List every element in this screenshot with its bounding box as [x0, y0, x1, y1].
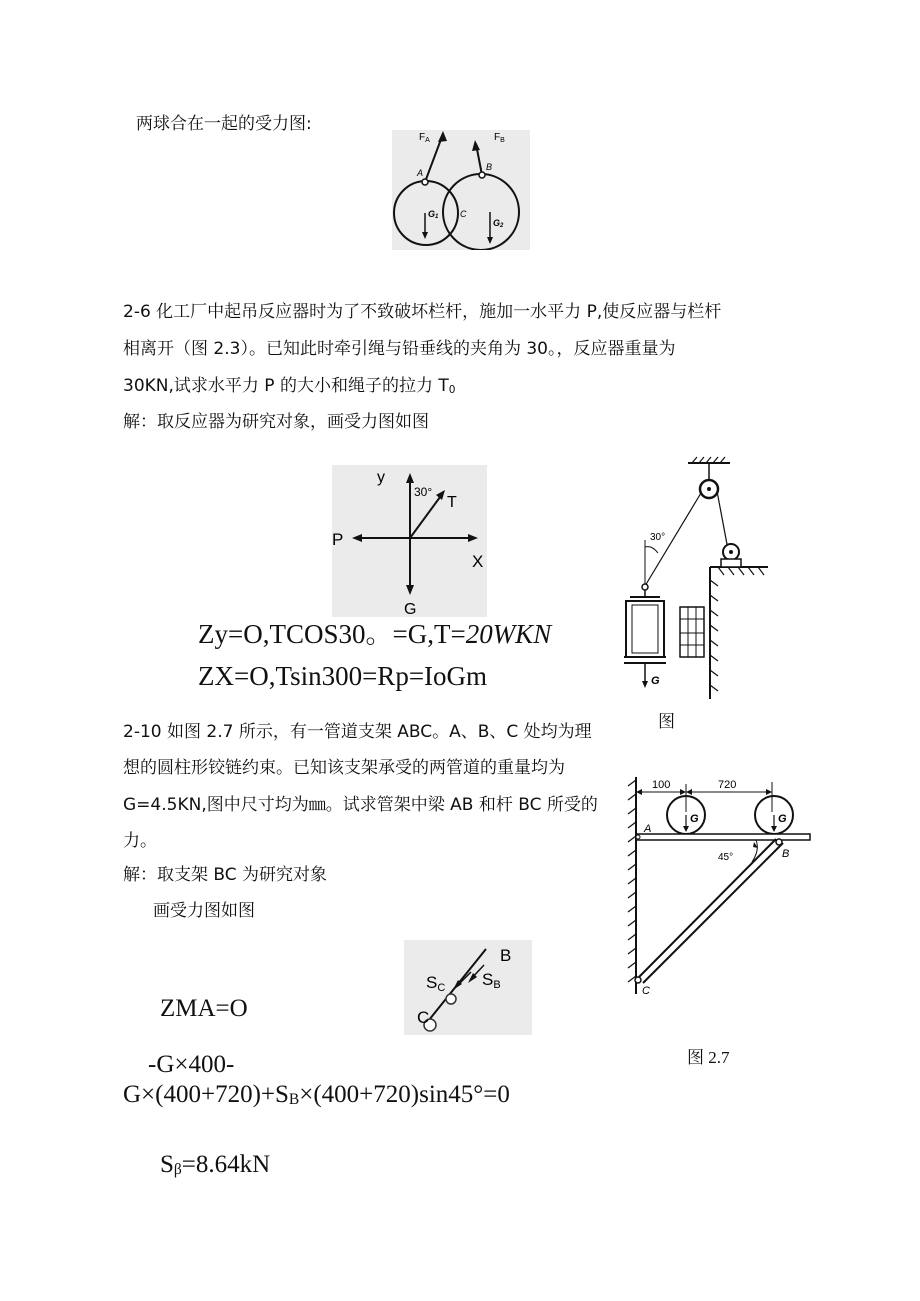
- point-b-label: B: [486, 162, 493, 172]
- reactor-force-diagram: [332, 465, 487, 617]
- g2-sub: 2: [500, 223, 504, 229]
- p26-equation-2: ZX=O,Tsin300=Rp=IoGm: [198, 661, 488, 691]
- pipe-figure-caption: 图 2.7: [687, 1048, 730, 1067]
- p210-solution: 解：取支架 BC 为研究对象: [123, 865, 328, 885]
- p210-line2: 想的圆柱形铰链约束。已知该支架承受的两管道的重量均为: [123, 758, 565, 778]
- svg-text:G1: [428, 209, 439, 220]
- crane-figure-caption: 图: [658, 712, 675, 732]
- beam-a-label: A: [644, 823, 652, 835]
- bc-rod-force-diagram: [404, 940, 532, 1035]
- fbd-p-label: P: [332, 530, 344, 549]
- crane-reactor-figure: [618, 455, 773, 705]
- p26-solution: 解：取反应器为研究对象，画受力图如图: [123, 412, 429, 432]
- svg-text:G2: [493, 218, 504, 229]
- p26-line1: 2-6 化工厂中起吊反应器时为了不致破坏栏杆，施加一水平力 P,使反应器与栏杆: [123, 302, 722, 322]
- dim-720-label: 720: [718, 779, 737, 791]
- fig1-caption: 两球合在一起的受力图:: [136, 114, 312, 134]
- p26-line2: 相离开（图 2.3）。已知此时牵引绳与铅垂线的夹角为 30。，反应器重量为: [123, 339, 676, 359]
- fb-label: F: [494, 132, 501, 143]
- fbd-t-label: T: [447, 494, 457, 511]
- fbd-y-label: y: [377, 469, 385, 486]
- crane-angle-label: 30°: [650, 532, 666, 543]
- p26-line3: 30KN,试求水平力 P 的大小和绳子的拉力 $T_0$: [123, 376, 456, 396]
- angle-45-label: 45°: [718, 852, 734, 863]
- fb-sub: B: [500, 137, 505, 144]
- p210-line1: 2-10 如图 2.7 所示，有一管道支架 ABC。A、B、C 处均为理: [123, 722, 592, 742]
- joint-c-label: C: [642, 985, 650, 997]
- two-balls-diagram: [392, 130, 530, 250]
- fbd-x-label: X: [472, 552, 484, 571]
- fbd-sc-sub: C: [437, 982, 446, 994]
- svg-text:SB: [482, 970, 501, 991]
- fbd-sc-label: S: [426, 973, 438, 992]
- point-c-label: C: [460, 209, 467, 219]
- g1-label: G: [428, 209, 436, 219]
- fbd-angle-label: 30°: [414, 485, 433, 499]
- p210-eq-result: $S_\beta=8.64kN$: [160, 1151, 271, 1178]
- p210-line3: G=4.5KN,图中尺寸均为㎜。试求管架中梁 AB 和杆 BC 所受的: [123, 795, 598, 815]
- p210-draw-fbd: 画受力图如图: [153, 901, 255, 921]
- beam-b-label: B: [782, 848, 790, 860]
- p210-line4: 力。: [123, 831, 157, 851]
- fbd-sb-sub: B: [493, 979, 501, 991]
- pipe2-g-label: G: [778, 813, 787, 825]
- fa-sub: A: [425, 137, 430, 144]
- pipe1-g-label: G: [690, 813, 699, 825]
- point-a-label: A: [417, 168, 424, 178]
- fbd-b-label: B: [500, 946, 512, 965]
- dim-100-label: 100: [652, 779, 671, 791]
- g1-sub: 1: [435, 214, 439, 220]
- fbd-c-label: C: [417, 1008, 430, 1027]
- p210-eq-line1: -G×400-: [148, 1051, 235, 1078]
- svg-text:FB: [494, 132, 505, 144]
- p210-eq-zma: ZMA=O: [160, 995, 248, 1022]
- svg-text:SC: [426, 973, 445, 994]
- p26-equation-1: Zy=O,TCOS30。=G,T=20WKN: [198, 619, 552, 649]
- fbd-g-label: G: [404, 601, 417, 617]
- fbd-sb-label: S: [482, 970, 494, 989]
- p210-eq-line2: $G\times(400+720)+S_B\times(400+720)\sin 45^\circ=0$: [123, 1081, 510, 1108]
- pipe-support-figure: [622, 772, 814, 997]
- crane-g-label: G: [651, 675, 660, 687]
- svg-text:FA: [419, 132, 430, 144]
- fa-label: F: [419, 132, 426, 143]
- g2-label: G: [493, 218, 501, 228]
